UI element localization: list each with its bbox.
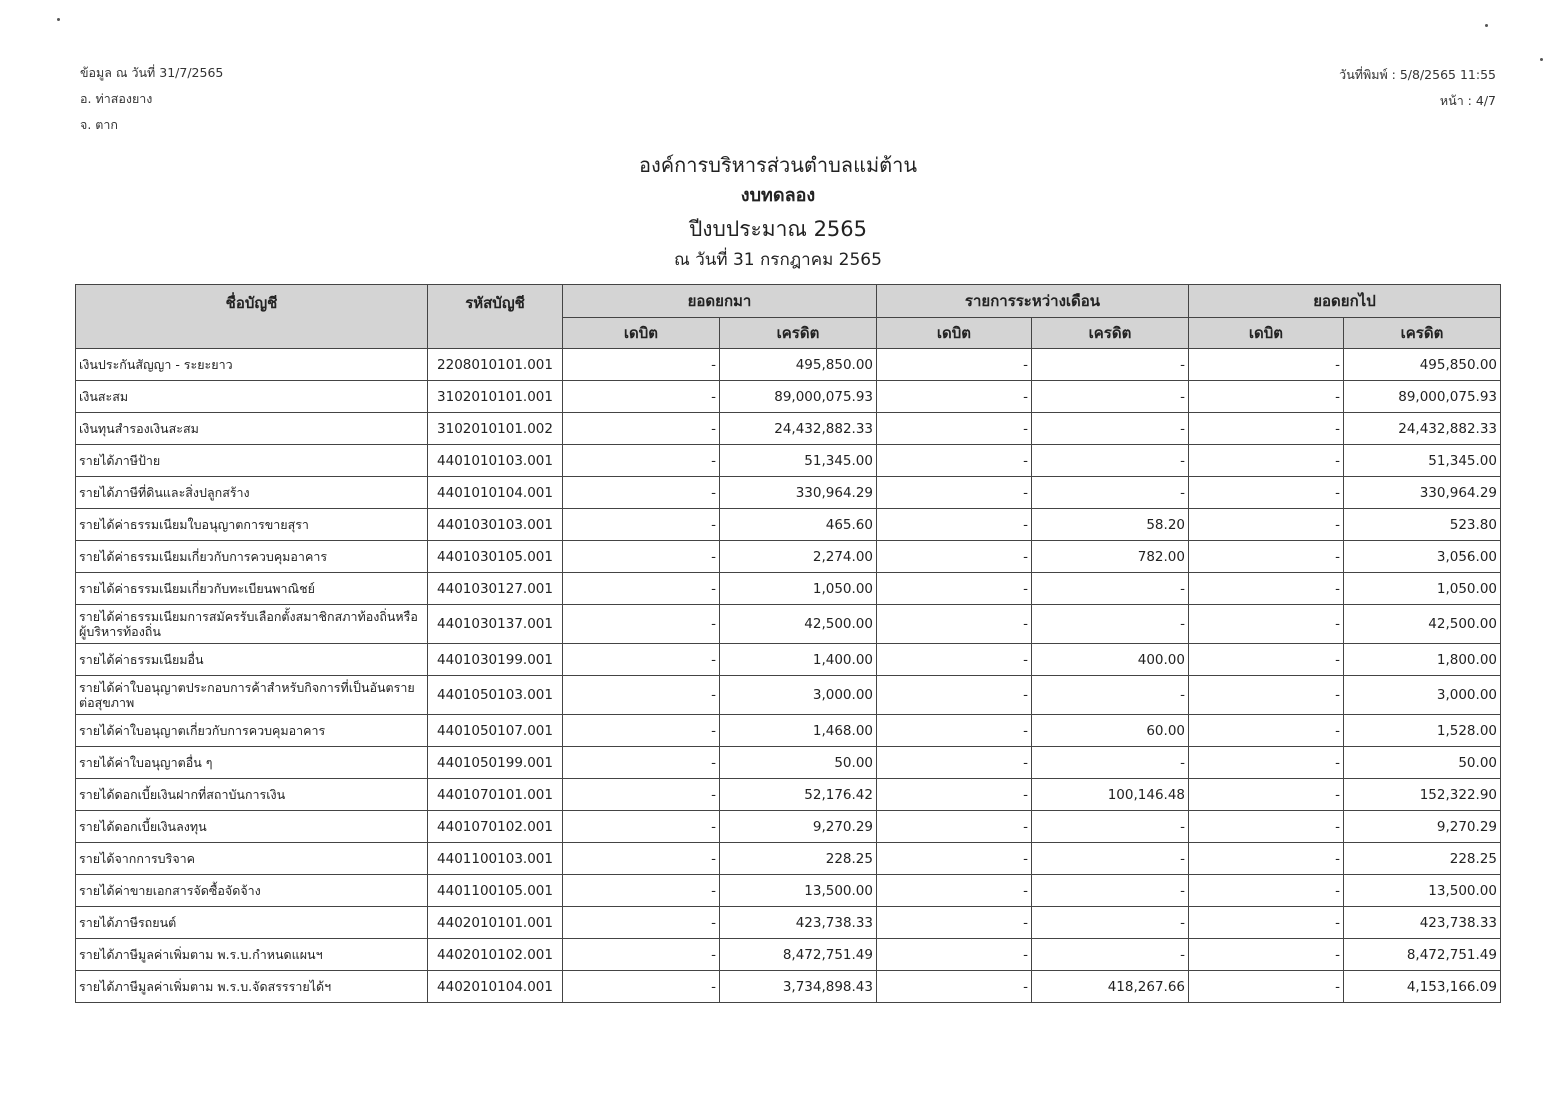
account-code-cell: 4401030103.001 <box>428 509 563 541</box>
province: จ. ตาก <box>80 117 118 132</box>
report-title: งบทดลอง <box>740 185 816 206</box>
cf-credit-cell: 42,500.00 <box>1344 605 1501 644</box>
bf-debit-cell: - <box>563 907 720 939</box>
cf-debit-cell: - <box>1189 541 1344 573</box>
bf-debit-cell: - <box>563 605 720 644</box>
header-account-name: ชื่อบัญชี <box>76 285 428 349</box>
organization-title: องค์การบริหารส่วนตำบลแม่ต้าน <box>638 153 918 177</box>
cf-credit-cell: 24,432,882.33 <box>1344 413 1501 445</box>
header-credit: เครดิต <box>720 318 877 349</box>
bf-debit-cell: - <box>563 715 720 747</box>
cf-debit-cell: - <box>1189 477 1344 509</box>
cf-credit-cell: 3,056.00 <box>1344 541 1501 573</box>
account-code-cell: 4401010104.001 <box>428 477 563 509</box>
district: อ. ท่าสองยาง <box>80 91 153 106</box>
table-row <box>76 445 1501 477</box>
header-credit: เครดิต <box>1032 318 1189 349</box>
month-debit-cell: - <box>877 509 1032 541</box>
header-account-code: รหัสบัญชี <box>428 285 563 349</box>
cf-credit-cell: 8,472,751.49 <box>1344 939 1501 971</box>
month-debit-cell: - <box>877 413 1032 445</box>
bf-debit-cell: - <box>563 875 720 907</box>
cf-credit-cell: 495,850.00 <box>1344 349 1501 381</box>
month-debit-cell: - <box>877 605 1032 644</box>
month-credit-cell: 58.20 <box>1032 509 1189 541</box>
account-code-cell: 4402010102.001 <box>428 939 563 971</box>
month-credit-cell: - <box>1032 676 1189 715</box>
account-name-cell: รายได้ค่าใบอนุญาตประกอบการค้าสำหรับกิจการที่เป็นอันตรายต่อสุขภาพ <box>76 676 428 715</box>
account-code-cell: 4401010103.001 <box>428 445 563 477</box>
month-debit-cell: - <box>877 381 1032 413</box>
cf-debit-cell: - <box>1189 907 1344 939</box>
month-debit-cell: - <box>877 779 1032 811</box>
header-meta-left <box>80 60 223 138</box>
bf-credit-cell: 51,345.00 <box>720 445 877 477</box>
account-name-cell: รายได้ค่าธรรมเนียมเกี่ยวกับการควบคุมอาคาร <box>76 541 428 573</box>
account-code-cell: 3102010101.001 <box>428 381 563 413</box>
bf-credit-cell: 1,468.00 <box>720 715 877 747</box>
month-debit-cell: - <box>877 349 1032 381</box>
month-credit-cell: - <box>1032 445 1189 477</box>
bf-credit-cell: 330,964.29 <box>720 477 877 509</box>
cf-credit-cell: 1,800.00 <box>1344 644 1501 676</box>
cf-credit-cell: 1,528.00 <box>1344 715 1501 747</box>
scan-speck <box>1540 58 1543 61</box>
account-code-cell: 4401100103.001 <box>428 843 563 875</box>
bf-credit-cell: 13,500.00 <box>720 875 877 907</box>
account-name-cell: รายได้ค่าธรรมเนียมใบอนุญาตการขายสุรา <box>76 509 428 541</box>
account-name-cell: รายได้ค่าใบอนุญาตอื่น ๆ <box>76 747 428 779</box>
cf-credit-cell: 228.25 <box>1344 843 1501 875</box>
cf-credit-cell: 9,270.29 <box>1344 811 1501 843</box>
cf-debit-cell: - <box>1189 939 1344 971</box>
month-credit-cell: 400.00 <box>1032 644 1189 676</box>
cf-debit-cell: - <box>1189 605 1344 644</box>
header-meta-right <box>1339 62 1496 114</box>
bf-credit-cell: 52,176.42 <box>720 779 877 811</box>
month-debit-cell: - <box>877 715 1032 747</box>
month-credit-cell: - <box>1032 875 1189 907</box>
account-name-cell: เงินสะสม <box>76 381 428 413</box>
table-row <box>76 541 1501 573</box>
header-carried-forward: ยอดยกไป <box>1189 285 1501 318</box>
month-debit-cell: - <box>877 573 1032 605</box>
month-debit-cell: - <box>877 843 1032 875</box>
table-row <box>76 811 1501 843</box>
account-code-cell: 4401030199.001 <box>428 644 563 676</box>
bf-credit-cell: 495,850.00 <box>720 349 877 381</box>
bf-debit-cell: - <box>563 811 720 843</box>
table-row <box>76 644 1501 676</box>
bf-debit-cell: - <box>563 477 720 509</box>
fiscal-year: ปีงบประมาณ 2565 <box>688 217 868 241</box>
account-code-cell: 2208010101.001 <box>428 349 563 381</box>
header-debit: เดบิต <box>877 318 1032 349</box>
cf-credit-cell: 330,964.29 <box>1344 477 1501 509</box>
account-name-cell: รายได้ค่าธรรมเนียมอื่น <box>76 644 428 676</box>
cf-credit-cell: 152,322.90 <box>1344 779 1501 811</box>
table-row <box>76 939 1501 971</box>
table-row <box>76 779 1501 811</box>
bf-credit-cell: 465.60 <box>720 509 877 541</box>
account-code-cell: 4401100105.001 <box>428 875 563 907</box>
month-debit-cell: - <box>877 939 1032 971</box>
bf-debit-cell: - <box>563 843 720 875</box>
bf-debit-cell: - <box>563 381 720 413</box>
account-name-cell: รายได้จากการบริจาค <box>76 843 428 875</box>
account-name-cell: รายได้ค่าใบอนุญาตเกี่ยวกับการควบคุมอาคาร <box>76 715 428 747</box>
month-credit-cell: - <box>1032 907 1189 939</box>
month-debit-cell: - <box>877 971 1032 1003</box>
account-code-cell: 4401030105.001 <box>428 541 563 573</box>
scan-speck <box>57 18 60 21</box>
bf-debit-cell: - <box>563 509 720 541</box>
trial-balance-table <box>75 284 1501 1003</box>
bf-credit-cell: 89,000,075.93 <box>720 381 877 413</box>
account-name-cell: รายได้ภาษีที่ดินและสิ่งปลูกสร้าง <box>76 477 428 509</box>
cf-debit-cell: - <box>1189 381 1344 413</box>
account-name-cell: เงินทุนสำรองเงินสะสม <box>76 413 428 445</box>
month-credit-cell: - <box>1032 605 1189 644</box>
month-credit-cell: - <box>1032 843 1189 875</box>
table-row <box>76 747 1501 779</box>
cf-credit-cell: 51,345.00 <box>1344 445 1501 477</box>
month-debit-cell: - <box>877 875 1032 907</box>
cf-credit-cell: 50.00 <box>1344 747 1501 779</box>
bf-credit-cell: 3,000.00 <box>720 676 877 715</box>
bf-debit-cell: - <box>563 676 720 715</box>
bf-credit-cell: 50.00 <box>720 747 877 779</box>
cf-debit-cell: - <box>1189 445 1344 477</box>
account-name-cell: รายได้ค่าขายเอกสารจัดซื้อจัดจ้าง <box>76 875 428 907</box>
cf-debit-cell: - <box>1189 747 1344 779</box>
bf-debit-cell: - <box>563 445 720 477</box>
table-row <box>76 605 1501 644</box>
bf-credit-cell: 1,400.00 <box>720 644 877 676</box>
bf-credit-cell: 2,274.00 <box>720 541 877 573</box>
table-row <box>76 715 1501 747</box>
bf-credit-cell: 3,734,898.43 <box>720 971 877 1003</box>
header-during-month: รายการระหว่างเดือน <box>877 285 1189 318</box>
account-name-cell: เงินประกันสัญญา - ระยะยาว <box>76 349 428 381</box>
account-name-cell: รายได้ภาษีมูลค่าเพิ่มตาม พ.ร.บ.จัดสรรรายได้ฯ <box>76 971 428 1003</box>
bf-credit-cell: 228.25 <box>720 843 877 875</box>
table-row <box>76 381 1501 413</box>
bf-debit-cell: - <box>563 573 720 605</box>
account-name-cell: รายได้ดอกเบี้ยเงินลงทุน <box>76 811 428 843</box>
cf-debit-cell: - <box>1189 779 1344 811</box>
cf-debit-cell: - <box>1189 509 1344 541</box>
bf-debit-cell: - <box>563 779 720 811</box>
bf-credit-cell: 24,432,882.33 <box>720 413 877 445</box>
as-of-date: ณ วันที่ 31 กรกฎาคม 2565 <box>674 250 882 270</box>
month-credit-cell: - <box>1032 413 1189 445</box>
month-credit-cell: - <box>1032 811 1189 843</box>
cf-debit-cell: - <box>1189 811 1344 843</box>
table-row <box>76 676 1501 715</box>
month-credit-cell: - <box>1032 477 1189 509</box>
cf-debit-cell: - <box>1189 843 1344 875</box>
table-row <box>76 843 1501 875</box>
month-credit-cell: 782.00 <box>1032 541 1189 573</box>
page-number: หน้า : 4/7 <box>1439 93 1496 108</box>
cf-debit-cell: - <box>1189 875 1344 907</box>
month-debit-cell: - <box>877 747 1032 779</box>
month-credit-cell: - <box>1032 747 1189 779</box>
bf-credit-cell: 8,472,751.49 <box>720 939 877 971</box>
cf-debit-cell: - <box>1189 573 1344 605</box>
cf-credit-cell: 4,153,166.09 <box>1344 971 1501 1003</box>
table-row <box>76 509 1501 541</box>
cf-debit-cell: - <box>1189 644 1344 676</box>
header-debit: เดบิต <box>563 318 720 349</box>
month-debit-cell: - <box>877 907 1032 939</box>
table-body <box>76 349 1501 1003</box>
account-code-cell: 4401030137.001 <box>428 605 563 644</box>
bf-credit-cell: 423,738.33 <box>720 907 877 939</box>
month-credit-cell: - <box>1032 381 1189 413</box>
table-row <box>76 413 1501 445</box>
month-debit-cell: - <box>877 445 1032 477</box>
table-row <box>76 573 1501 605</box>
header-debit: เดบิต <box>1189 318 1344 349</box>
bf-debit-cell: - <box>563 413 720 445</box>
account-code-cell: 4401030127.001 <box>428 573 563 605</box>
account-code-cell: 3102010101.002 <box>428 413 563 445</box>
bf-debit-cell: - <box>563 971 720 1003</box>
table-row <box>76 907 1501 939</box>
data-date: ข้อมูล ณ วันที่ 31/7/2565 <box>80 65 224 80</box>
account-code-cell: 4401050199.001 <box>428 747 563 779</box>
cf-debit-cell: - <box>1189 413 1344 445</box>
account-name-cell: รายได้ค่าธรรมเนียมการสมัครรับเลือกตั้งสมาชิกสภาท้องถิ่นหรือผู้บริหารท้องถิ่น <box>76 605 428 644</box>
account-name-cell: รายได้ภาษีป้าย <box>76 445 428 477</box>
header-brought-forward: ยอดยกมา <box>563 285 877 318</box>
account-name-cell: รายได้ภาษีมูลค่าเพิ่มตาม พ.ร.บ.กำหนดแผนฯ <box>76 939 428 971</box>
bf-debit-cell: - <box>563 747 720 779</box>
account-code-cell: 4401050103.001 <box>428 676 563 715</box>
scan-speck <box>1485 24 1488 27</box>
cf-credit-cell: 3,000.00 <box>1344 676 1501 715</box>
month-debit-cell: - <box>877 477 1032 509</box>
month-debit-cell: - <box>877 811 1032 843</box>
cf-debit-cell: - <box>1189 971 1344 1003</box>
account-code-cell: 4402010104.001 <box>428 971 563 1003</box>
account-code-cell: 4402010101.001 <box>428 907 563 939</box>
print-date: วันที่พิมพ์ : 5/8/2565 11:55 <box>1339 67 1496 82</box>
month-debit-cell: - <box>877 676 1032 715</box>
month-credit-cell: 418,267.66 <box>1032 971 1189 1003</box>
month-credit-cell: - <box>1032 573 1189 605</box>
table-row <box>76 349 1501 381</box>
month-credit-cell: - <box>1032 939 1189 971</box>
table-row <box>76 875 1501 907</box>
header-credit: เครดิต <box>1344 318 1501 349</box>
bf-debit-cell: - <box>563 349 720 381</box>
cf-debit-cell: - <box>1189 676 1344 715</box>
month-credit-cell: 100,146.48 <box>1032 779 1189 811</box>
account-code-cell: 4401050107.001 <box>428 715 563 747</box>
month-debit-cell: - <box>877 541 1032 573</box>
month-credit-cell: 60.00 <box>1032 715 1189 747</box>
bf-credit-cell: 42,500.00 <box>720 605 877 644</box>
cf-credit-cell: 523.80 <box>1344 509 1501 541</box>
cf-credit-cell: 1,050.00 <box>1344 573 1501 605</box>
cf-debit-cell: - <box>1189 715 1344 747</box>
account-name-cell: รายได้ค่าธรรมเนียมเกี่ยวกับทะเบียนพาณิชย์ <box>76 573 428 605</box>
cf-credit-cell: 423,738.33 <box>1344 907 1501 939</box>
table-row <box>76 477 1501 509</box>
bf-credit-cell: 1,050.00 <box>720 573 877 605</box>
cf-credit-cell: 89,000,075.93 <box>1344 381 1501 413</box>
report-titles <box>0 150 1556 274</box>
bf-credit-cell: 9,270.29 <box>720 811 877 843</box>
bf-debit-cell: - <box>563 541 720 573</box>
account-name-cell: รายได้ดอกเบี้ยเงินฝากที่สถาบันการเงิน <box>76 779 428 811</box>
month-debit-cell: - <box>877 644 1032 676</box>
cf-debit-cell: - <box>1189 349 1344 381</box>
month-credit-cell: - <box>1032 349 1189 381</box>
account-code-cell: 4401070101.001 <box>428 779 563 811</box>
account-code-cell: 4401070102.001 <box>428 811 563 843</box>
bf-debit-cell: - <box>563 939 720 971</box>
account-name-cell: รายได้ภาษีรถยนต์ <box>76 907 428 939</box>
table-row <box>76 971 1501 1003</box>
bf-debit-cell: - <box>563 644 720 676</box>
cf-credit-cell: 13,500.00 <box>1344 875 1501 907</box>
